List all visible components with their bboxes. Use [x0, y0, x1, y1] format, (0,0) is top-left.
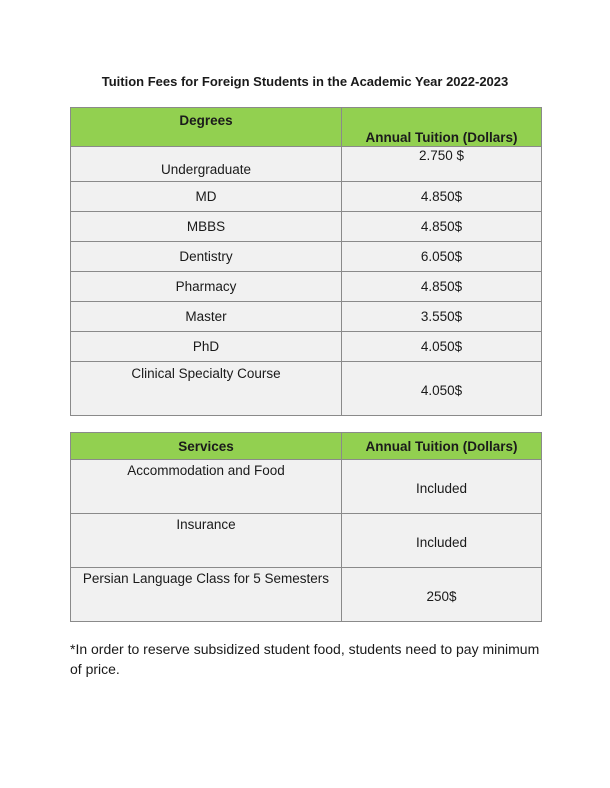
tuition-value: 250$ — [342, 568, 542, 622]
degree-name: PhD — [71, 332, 342, 362]
tuition-value: 6.050$ — [342, 242, 542, 272]
page-title: Tuition Fees for Foreign Students in the Academic Year 2022-2023 — [101, 74, 509, 89]
tuition-value: 4.050$ — [342, 332, 542, 362]
service-name: Persian Language Class for 5 Semesters — [71, 568, 342, 622]
footnote: *In order to reserve subsidized student food, students need to pay minimum of price. — [70, 641, 540, 677]
tuition-value: 3.550$ — [342, 302, 542, 332]
table-row — [71, 302, 542, 332]
tuition-value: 4.050$ — [342, 362, 542, 416]
table-header-row — [71, 433, 542, 460]
tuition-value: 4.850$ — [342, 212, 542, 242]
tuition-value: Included — [342, 460, 542, 514]
degree-name: MD — [71, 182, 342, 212]
table-row — [71, 332, 542, 362]
table-row — [71, 568, 542, 622]
column-header-degrees: Degrees — [71, 108, 342, 147]
degree-name: Master — [71, 302, 342, 332]
table-row — [71, 514, 542, 568]
service-name: Insurance — [71, 514, 342, 568]
degree-name: MBBS — [71, 212, 342, 242]
degree-name: Clinical Specialty Course — [71, 362, 342, 416]
table-row — [71, 147, 542, 182]
tuition-value: 4.850$ — [342, 182, 542, 212]
table-row — [71, 362, 542, 416]
service-name: Accommodation and Food — [71, 460, 342, 514]
table-row — [71, 212, 542, 242]
tuition-value: Included — [342, 514, 542, 568]
degree-name: Pharmacy — [71, 272, 342, 302]
degree-name: Dentistry — [71, 242, 342, 272]
table-header-row — [71, 108, 542, 147]
table-row — [71, 242, 542, 272]
degree-name: Undergraduate — [71, 147, 342, 182]
tuition-value: 4.850$ — [342, 272, 542, 302]
column-header-services: Services — [71, 433, 342, 460]
services-tuition-table — [70, 432, 542, 622]
column-header-annual-tuition: Annual Tuition (Dollars) — [342, 108, 542, 147]
table-row — [71, 460, 542, 514]
column-header-annual-tuition: Annual Tuition (Dollars) — [342, 433, 542, 460]
table-row — [71, 182, 542, 212]
table-row — [71, 272, 542, 302]
degrees-tuition-table — [70, 107, 542, 416]
tuition-value: 2.750 $ — [342, 147, 542, 182]
